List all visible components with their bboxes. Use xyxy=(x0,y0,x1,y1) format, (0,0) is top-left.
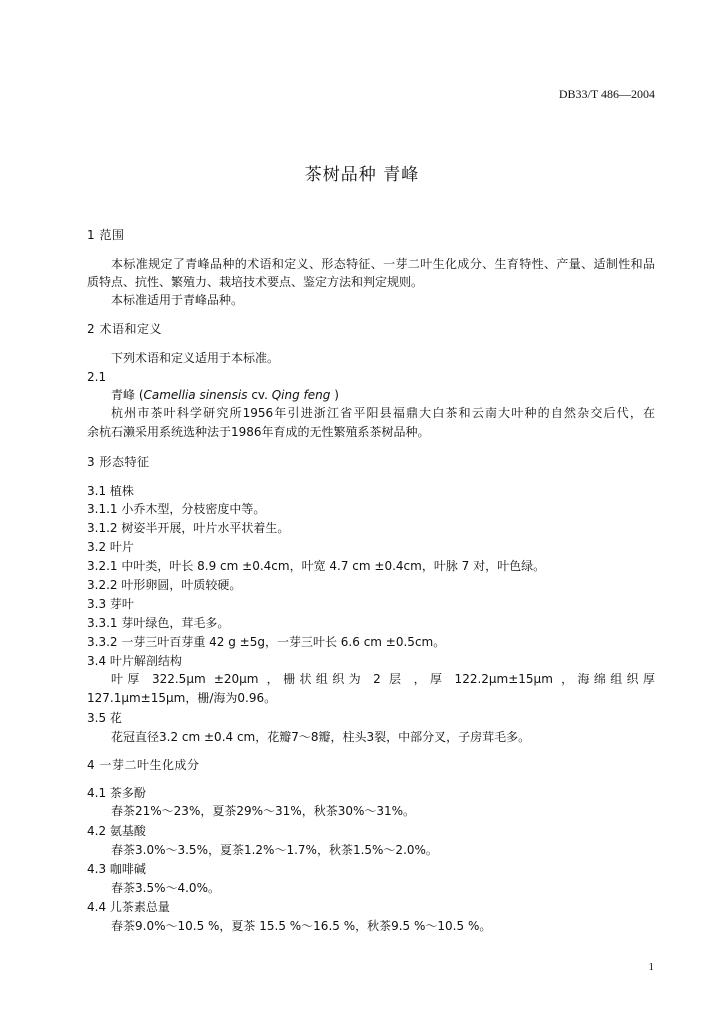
clause-4-3: 4.3 咖啡碱 xyxy=(87,862,146,876)
clause-3-5: 3.5 花 xyxy=(87,711,122,725)
page-title: 茶树品种 青峰 xyxy=(304,165,420,185)
clause-2-1-number: 2.1 xyxy=(87,370,107,384)
clause-3-2-1: 3.2.1 中叶类，叶长 8.9 cm ±0.4cm，叶宽 4.7 cm ±0.4cm，叶脉 7 对，叶色绿。 xyxy=(87,559,546,573)
clause-3-2-2: 3.2.2 叶形卵圆，叶质较硬。 xyxy=(87,578,242,592)
scope-applicability: 本标准适用于青峰品种。 xyxy=(111,293,244,307)
term-definition-line-1: 杭州市茶叶科学研究所1956年引进浙江省平阳县福鼎大白茶和云南大叶种的自然杂交后代，在 xyxy=(111,406,655,420)
term-cv: cv. xyxy=(247,388,272,402)
clause-3-3-1: 3.3.1 芽叶绿色，茸毛多。 xyxy=(87,616,230,630)
term-close: ) xyxy=(330,388,339,402)
term-chinese: 青峰 ( xyxy=(111,388,144,402)
clause-4-4: 4.4 儿茶素总量 xyxy=(87,900,170,914)
term-definition-line-2: 余杭石濑采用系统选种法于1986年育成的无性繁殖系茶树品种。 xyxy=(87,425,430,439)
term-cultivar-name: Qing feng xyxy=(271,388,331,402)
clause-3-1: 3.1 植株 xyxy=(87,484,134,498)
leaf-anatomy-line-1: 叶厚 322.5μm ±20μm ，栅状组织为 2 层 ，厚 122.2μm±15μm ，海绵组织厚 xyxy=(111,672,655,686)
terms-intro: 下列术语和定义适用于本标准。 xyxy=(111,351,280,365)
tea-polyphenols-values: 春茶21%～23%，夏茶29%～31%，秋茶30%～31%。 xyxy=(111,804,416,818)
page-number: 1 xyxy=(648,961,654,973)
section-3-heading: 3 形态特征 xyxy=(87,455,150,469)
clause-3-4: 3.4 叶片解剖结构 xyxy=(87,654,182,668)
caffeine-values: 春茶3.5%～4.0%。 xyxy=(111,881,220,895)
section-2-heading: 2 术语和定义 xyxy=(87,322,162,336)
standard-number: DB33/T 486—2004 xyxy=(558,87,655,101)
section-4-heading: 4 一芽二叶生化成分 xyxy=(87,758,200,772)
catechins-values: 春茶9.0%～10.5 %，夏茶 15.5 %～16.5 %，秋茶9.5 %～10.5 %。 xyxy=(111,919,492,933)
clause-4-2: 4.2 氨基酸 xyxy=(87,824,146,838)
flower-description: 花冠直径3.2 cm ±0.4 cm，花瓣7～8瓣，柱头3裂，中部分叉，子房茸毛多。 xyxy=(111,730,531,744)
term-latin-name: Camellia sinensis xyxy=(143,388,248,402)
clause-3-2: 3.2 叶片 xyxy=(87,540,134,554)
scope-paragraph-line-1: 本标准规定了青峰品种的术语和定义、形态特征、一芽二叶生化成分、生育特性、产量、适制性和品 xyxy=(111,257,655,271)
clause-3-1-2: 3.1.2 树姿半开展，叶片水平状着生。 xyxy=(87,521,290,535)
section-1-heading: 1 范围 xyxy=(87,228,125,242)
clause-4-1: 4.1 茶多酚 xyxy=(87,786,146,800)
term-entry xyxy=(111,387,339,403)
clause-3-1-1: 3.1.1 小乔木型，分枝密度中等。 xyxy=(87,502,266,516)
amino-acids-values: 春茶3.0%～3.5%，夏茶1.2%～1.7%，秋茶1.5%～2.0%。 xyxy=(111,843,438,857)
leaf-anatomy-line-2: 127.1μm±15μm，栅/海为0.96。 xyxy=(87,691,277,705)
clause-3-3: 3.3 芽叶 xyxy=(87,597,134,611)
clause-3-3-2: 3.3.2 一芽三叶百芽重 42 g ±5g，一芽三叶长 6.6 cm ±0.5cm。 xyxy=(87,635,446,649)
scope-paragraph-line-2: 质特点、抗性、繁殖力、栽培技术要点、鉴定方法和判定规则。 xyxy=(87,275,424,289)
